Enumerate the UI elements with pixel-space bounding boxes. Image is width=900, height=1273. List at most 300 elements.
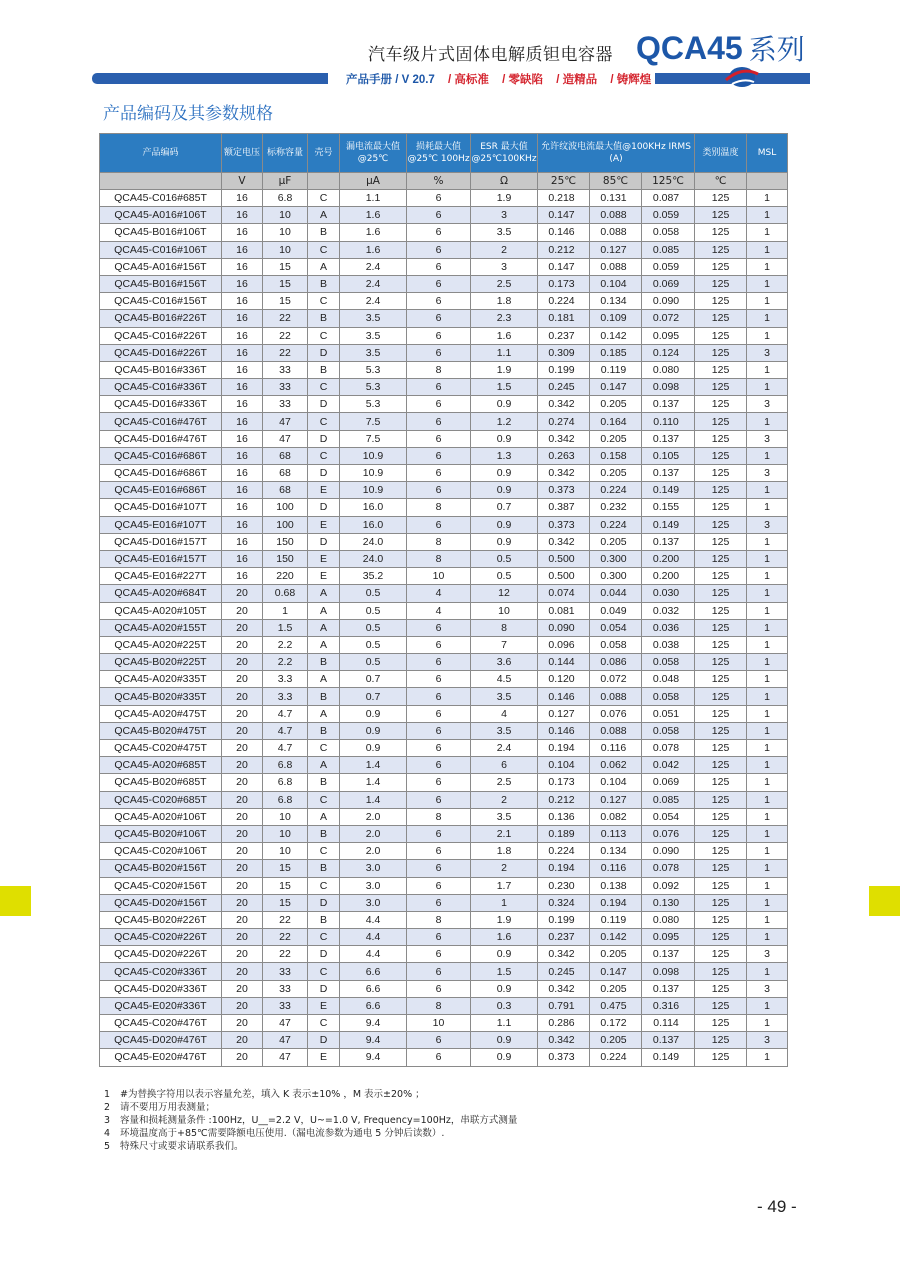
cell-temp: 125 <box>695 997 747 1014</box>
cell-temp: 125 <box>695 619 747 636</box>
cell-leakage: 4.4 <box>340 946 407 963</box>
cell-esr: 0.9 <box>471 396 538 413</box>
cell-ripple-85: 0.205 <box>590 946 642 963</box>
cell-msl: 1 <box>747 602 788 619</box>
cell-capacitance: 6.8 <box>263 757 308 774</box>
cell-code: QCA45-D020#226T <box>100 946 222 963</box>
cell-esr: 0.9 <box>471 980 538 997</box>
cell-voltage: 20 <box>222 602 263 619</box>
cell-df: 6 <box>407 774 471 791</box>
cell-case: B <box>308 825 340 842</box>
cell-df: 6 <box>407 413 471 430</box>
cell-leakage: 1.6 <box>340 207 407 224</box>
cell-ripple-25: 0.090 <box>538 619 590 636</box>
cell-temp: 125 <box>695 722 747 739</box>
manual-version: 产品手册 / V 20.7 <box>346 74 435 86</box>
cell-msl: 3 <box>747 430 788 447</box>
cell-ripple-125: 0.149 <box>642 1049 695 1066</box>
table-row <box>100 843 788 860</box>
table-row <box>100 533 788 550</box>
table-row <box>100 602 788 619</box>
cell-temp: 125 <box>695 293 747 310</box>
cell-msl: 1 <box>747 860 788 877</box>
cell-esr: 8 <box>471 619 538 636</box>
cell-df: 6 <box>407 310 471 327</box>
cell-code: QCA45-A020#685T <box>100 757 222 774</box>
cell-voltage: 20 <box>222 808 263 825</box>
cell-ripple-85: 0.104 <box>590 774 642 791</box>
cell-ripple-25: 0.342 <box>538 980 590 997</box>
cell-temp: 125 <box>695 361 747 378</box>
cell-capacitance: 10 <box>263 843 308 860</box>
cell-df: 6 <box>407 344 471 361</box>
cell-voltage: 20 <box>222 1049 263 1066</box>
cell-voltage: 20 <box>222 997 263 1014</box>
cell-df: 6 <box>407 705 471 722</box>
cell-df: 6 <box>407 190 471 207</box>
cell-ripple-25: 0.199 <box>538 361 590 378</box>
unit-voltage: V <box>222 173 263 190</box>
cell-ripple-25: 0.104 <box>538 757 590 774</box>
section-title: 产品编码及其参数规格 <box>103 104 273 124</box>
cell-esr: 3.5 <box>471 722 538 739</box>
cell-df: 6 <box>407 946 471 963</box>
cell-ripple-25: 0.146 <box>538 688 590 705</box>
cell-esr: 0.5 <box>471 550 538 567</box>
cell-ripple-25: 0.237 <box>538 327 590 344</box>
table-row <box>100 379 788 396</box>
cell-capacitance: 10 <box>263 224 308 241</box>
cell-capacitance: 47 <box>263 430 308 447</box>
cell-capacitance: 33 <box>263 396 308 413</box>
cell-leakage: 2.4 <box>340 293 407 310</box>
cell-ripple-85: 0.054 <box>590 619 642 636</box>
cell-capacitance: 2.2 <box>263 654 308 671</box>
cell-ripple-125: 0.032 <box>642 602 695 619</box>
cell-ripple-25: 0.342 <box>538 533 590 550</box>
footnotes <box>104 1088 517 1153</box>
cell-ripple-125: 0.090 <box>642 293 695 310</box>
cell-temp: 125 <box>695 499 747 516</box>
cell-ripple-85: 0.205 <box>590 396 642 413</box>
cell-capacitance: 15 <box>263 293 308 310</box>
cell-df: 6 <box>407 482 471 499</box>
cell-code: QCA45-C020#685T <box>100 791 222 808</box>
cell-ripple-25: 0.342 <box>538 430 590 447</box>
cell-ripple-125: 0.080 <box>642 911 695 928</box>
table-row <box>100 825 788 842</box>
cell-esr: 2.1 <box>471 825 538 842</box>
cell-case: C <box>308 447 340 464</box>
cell-ripple-25: 0.373 <box>538 482 590 499</box>
slogan-2: / 零缺陷 <box>502 74 544 86</box>
cell-capacitance: 10 <box>263 241 308 258</box>
cell-capacitance: 150 <box>263 533 308 550</box>
cell-temp: 125 <box>695 482 747 499</box>
cell-ripple-125: 0.092 <box>642 877 695 894</box>
cell-df: 6 <box>407 877 471 894</box>
cell-code: QCA45-C016#226T <box>100 327 222 344</box>
cell-msl: 1 <box>747 774 788 791</box>
note-3: 3 容量和损耗测量条件 :100Hz，U__=2.2 V，U~=1.0 V, Frequency=100Hz，串联方式测量 <box>104 1115 518 1126</box>
cell-code: QCA45-B016#156T <box>100 275 222 292</box>
cell-df: 6 <box>407 379 471 396</box>
cell-ripple-25: 0.791 <box>538 997 590 1014</box>
cell-code: QCA45-C016#686T <box>100 447 222 464</box>
cell-ripple-25: 0.147 <box>538 207 590 224</box>
cell-capacitance: 22 <box>263 946 308 963</box>
cell-ripple-125: 0.149 <box>642 482 695 499</box>
cell-ripple-25: 0.237 <box>538 929 590 946</box>
table-row <box>100 757 788 774</box>
cell-msl: 1 <box>747 894 788 911</box>
cell-msl: 1 <box>747 843 788 860</box>
cell-temp: 125 <box>695 825 747 842</box>
cell-df: 8 <box>407 808 471 825</box>
cell-ripple-125: 0.137 <box>642 980 695 997</box>
cell-msl: 1 <box>747 688 788 705</box>
cell-voltage: 16 <box>222 482 263 499</box>
cell-capacitance: 6.8 <box>263 190 308 207</box>
cell-voltage: 16 <box>222 293 263 310</box>
table-row <box>100 671 788 688</box>
cell-capacitance: 68 <box>263 465 308 482</box>
cell-ripple-25: 0.245 <box>538 963 590 980</box>
cell-capacitance: 4.7 <box>263 705 308 722</box>
cell-ripple-125: 0.200 <box>642 550 695 567</box>
cell-df: 6 <box>407 843 471 860</box>
note-5: 5 特殊尺寸或要求请联系我们。 <box>104 1141 244 1152</box>
cell-ripple-25: 0.081 <box>538 602 590 619</box>
cell-leakage: 5.3 <box>340 361 407 378</box>
cell-temp: 125 <box>695 757 747 774</box>
cell-temp: 125 <box>695 241 747 258</box>
cell-voltage: 20 <box>222 894 263 911</box>
cell-voltage: 16 <box>222 568 263 585</box>
cell-ripple-125: 0.072 <box>642 310 695 327</box>
cell-ripple-85: 0.086 <box>590 654 642 671</box>
cell-esr: 0.9 <box>471 1049 538 1066</box>
cell-df: 6 <box>407 671 471 688</box>
cell-code: QCA45-E016#107T <box>100 516 222 533</box>
cell-leakage: 9.4 <box>340 1032 407 1049</box>
cell-code: QCA45-B020#475T <box>100 722 222 739</box>
cell-case: E <box>308 516 340 533</box>
cell-case: B <box>308 275 340 292</box>
cell-msl: 1 <box>747 808 788 825</box>
unit-ripple-85: 85℃ <box>590 173 642 190</box>
cell-case: D <box>308 533 340 550</box>
cell-code: QCA45-B020#106T <box>100 825 222 842</box>
cell-msl: 1 <box>747 499 788 516</box>
cell-ripple-125: 0.051 <box>642 705 695 722</box>
cell-df: 6 <box>407 258 471 275</box>
table-row <box>100 860 788 877</box>
cell-code: QCA45-D016#476T <box>100 430 222 447</box>
cell-esr: 10 <box>471 602 538 619</box>
cell-code: QCA45-C020#106T <box>100 843 222 860</box>
cell-ripple-125: 0.058 <box>642 688 695 705</box>
cell-ripple-125: 0.155 <box>642 499 695 516</box>
cell-ripple-85: 0.300 <box>590 568 642 585</box>
cell-esr: 1.3 <box>471 447 538 464</box>
cell-case: B <box>308 774 340 791</box>
note-1: 1 #为替换字符用以表示容量允差，填入 K 表示±10% ，M 表示±20% ； <box>104 1089 425 1100</box>
cell-ripple-25: 0.387 <box>538 499 590 516</box>
cell-df: 6 <box>407 636 471 653</box>
cell-code: QCA45-B016#226T <box>100 310 222 327</box>
cell-ripple-25: 0.324 <box>538 894 590 911</box>
cell-code: QCA45-A020#475T <box>100 705 222 722</box>
cell-case: D <box>308 465 340 482</box>
cell-code: QCA45-E020#336T <box>100 997 222 1014</box>
cell-code: QCA45-B020#335T <box>100 688 222 705</box>
cell-voltage: 20 <box>222 791 263 808</box>
cell-case: B <box>308 722 340 739</box>
cell-capacitance: 33 <box>263 361 308 378</box>
cell-case: C <box>308 877 340 894</box>
cell-temp: 125 <box>695 946 747 963</box>
cell-ripple-85: 0.104 <box>590 275 642 292</box>
cell-ripple-85: 0.127 <box>590 241 642 258</box>
cell-leakage: 1.4 <box>340 757 407 774</box>
cell-df: 6 <box>407 1032 471 1049</box>
cell-ripple-85: 0.044 <box>590 585 642 602</box>
cell-ripple-25: 0.127 <box>538 705 590 722</box>
cell-temp: 125 <box>695 516 747 533</box>
cell-code: QCA45-D016#686T <box>100 465 222 482</box>
cell-msl: 1 <box>747 568 788 585</box>
cell-ripple-25: 0.342 <box>538 1032 590 1049</box>
slogan-1: / 高标准 <box>448 74 489 86</box>
cell-code: QCA45-C020#475T <box>100 740 222 757</box>
cell-leakage: 24.0 <box>340 550 407 567</box>
cell-esr: 0.9 <box>471 1032 538 1049</box>
cell-temp: 125 <box>695 671 747 688</box>
cell-voltage: 16 <box>222 224 263 241</box>
cell-temp: 125 <box>695 774 747 791</box>
cell-temp: 125 <box>695 963 747 980</box>
cell-esr: 1.1 <box>471 344 538 361</box>
cell-voltage: 20 <box>222 585 263 602</box>
cell-esr: 1.9 <box>471 911 538 928</box>
cell-ripple-85: 0.232 <box>590 499 642 516</box>
cell-leakage: 0.5 <box>340 619 407 636</box>
cell-msl: 1 <box>747 877 788 894</box>
cell-msl: 3 <box>747 344 788 361</box>
table-row <box>100 722 788 739</box>
cell-temp: 125 <box>695 791 747 808</box>
cell-esr: 3 <box>471 207 538 224</box>
cell-temp: 125 <box>695 1049 747 1066</box>
cell-case: C <box>308 740 340 757</box>
cell-temp: 125 <box>695 860 747 877</box>
cell-ripple-85: 0.116 <box>590 740 642 757</box>
cell-msl: 3 <box>747 396 788 413</box>
cell-voltage: 16 <box>222 361 263 378</box>
cell-ripple-85: 0.205 <box>590 465 642 482</box>
table-units-row <box>100 173 788 190</box>
cell-case: C <box>308 929 340 946</box>
cell-voltage: 16 <box>222 207 263 224</box>
cell-df: 6 <box>407 430 471 447</box>
cell-ripple-85: 0.127 <box>590 791 642 808</box>
cell-ripple-85: 0.072 <box>590 671 642 688</box>
cell-esr: 1.6 <box>471 327 538 344</box>
cell-leakage: 1.4 <box>340 774 407 791</box>
cell-ripple-125: 0.137 <box>642 946 695 963</box>
cell-temp: 125 <box>695 654 747 671</box>
cell-leakage: 9.4 <box>340 1015 407 1032</box>
unit-leakage: μA <box>340 173 407 190</box>
cell-ripple-25: 0.373 <box>538 516 590 533</box>
cell-ripple-25: 0.194 <box>538 740 590 757</box>
cell-case: A <box>308 636 340 653</box>
cell-esr: 3.5 <box>471 688 538 705</box>
cell-temp: 125 <box>695 1032 747 1049</box>
cell-voltage: 20 <box>222 757 263 774</box>
cell-leakage: 3.0 <box>340 894 407 911</box>
cell-voltage: 16 <box>222 241 263 258</box>
cell-temp: 125 <box>695 1015 747 1032</box>
cell-voltage: 20 <box>222 1032 263 1049</box>
cell-case: D <box>308 946 340 963</box>
table-row <box>100 447 788 464</box>
cell-ripple-85: 0.475 <box>590 997 642 1014</box>
header-msl: MSL <box>747 134 788 173</box>
cell-case: C <box>308 327 340 344</box>
cell-code: QCA45-B016#106T <box>100 224 222 241</box>
cell-case: A <box>308 619 340 636</box>
cell-esr: 2.5 <box>471 275 538 292</box>
cell-case: C <box>308 963 340 980</box>
table-row <box>100 275 788 292</box>
unit-temp: ℃ <box>695 173 747 190</box>
header-case: 壳号 <box>308 134 340 173</box>
cell-ripple-85: 0.164 <box>590 413 642 430</box>
cell-esr: 0.9 <box>471 516 538 533</box>
cell-msl: 1 <box>747 258 788 275</box>
cell-ripple-125: 0.085 <box>642 241 695 258</box>
note-4: 4 环境温度高于+85℃需要降额电压使用.（漏电流参数为通电 5 分钟后读数）. <box>104 1128 445 1139</box>
cell-voltage: 20 <box>222 877 263 894</box>
cell-case: D <box>308 1032 340 1049</box>
cell-temp: 125 <box>695 568 747 585</box>
cell-voltage: 20 <box>222 946 263 963</box>
cell-leakage: 3.0 <box>340 860 407 877</box>
cell-esr: 6 <box>471 757 538 774</box>
header-esr: ESR 最大值@25℃100KHz <box>471 134 538 173</box>
cell-ripple-85: 0.194 <box>590 894 642 911</box>
header-rated-voltage: 额定电压 <box>222 134 263 173</box>
cell-voltage: 16 <box>222 499 263 516</box>
cell-ripple-125: 0.137 <box>642 533 695 550</box>
cell-leakage: 0.9 <box>340 722 407 739</box>
cell-case: B <box>308 860 340 877</box>
cell-temp: 125 <box>695 808 747 825</box>
cell-capacitance: 1.5 <box>263 619 308 636</box>
cell-capacitance: 33 <box>263 963 308 980</box>
cell-code: QCA45-A020#684T <box>100 585 222 602</box>
cell-case: A <box>308 602 340 619</box>
cell-msl: 3 <box>747 980 788 997</box>
cell-leakage: 4.4 <box>340 911 407 928</box>
cell-case: A <box>308 258 340 275</box>
cell-msl: 1 <box>747 310 788 327</box>
table-row <box>100 1049 788 1066</box>
cell-df: 6 <box>407 619 471 636</box>
cell-df: 6 <box>407 894 471 911</box>
cell-leakage: 3.5 <box>340 344 407 361</box>
cell-df: 8 <box>407 361 471 378</box>
cell-msl: 1 <box>747 997 788 1014</box>
cell-ripple-85: 0.205 <box>590 533 642 550</box>
cell-ripple-125: 0.038 <box>642 636 695 653</box>
cell-esr: 0.9 <box>471 482 538 499</box>
cell-ripple-25: 0.309 <box>538 344 590 361</box>
unit-capacitance: μF <box>263 173 308 190</box>
cell-esr: 2 <box>471 791 538 808</box>
cell-capacitance: 47 <box>263 1015 308 1032</box>
cell-code: QCA45-E016#227T <box>100 568 222 585</box>
cell-ripple-25: 0.212 <box>538 791 590 808</box>
side-tab-right <box>869 886 900 916</box>
cell-ripple-125: 0.114 <box>642 1015 695 1032</box>
cell-leakage: 0.5 <box>340 602 407 619</box>
cell-msl: 1 <box>747 654 788 671</box>
cell-voltage: 20 <box>222 636 263 653</box>
cell-case: C <box>308 843 340 860</box>
unit-esr: Ω <box>471 173 538 190</box>
table-row <box>100 636 788 653</box>
cell-case: C <box>308 379 340 396</box>
cell-temp: 125 <box>695 533 747 550</box>
cell-code: QCA45-A016#106T <box>100 207 222 224</box>
cell-df: 6 <box>407 740 471 757</box>
cell-capacitance: 15 <box>263 894 308 911</box>
cell-ripple-85: 0.088 <box>590 258 642 275</box>
cell-ripple-25: 0.342 <box>538 465 590 482</box>
cell-capacitance: 15 <box>263 877 308 894</box>
cell-case: E <box>308 482 340 499</box>
cell-df: 6 <box>407 241 471 258</box>
cell-ripple-125: 0.076 <box>642 825 695 842</box>
cell-case: E <box>308 997 340 1014</box>
cell-leakage: 10.9 <box>340 482 407 499</box>
unit-ripple-25: 25℃ <box>538 173 590 190</box>
cell-voltage: 16 <box>222 533 263 550</box>
cell-df: 6 <box>407 1049 471 1066</box>
cell-ripple-25: 0.194 <box>538 860 590 877</box>
cell-esr: 0.3 <box>471 997 538 1014</box>
cell-ripple-85: 0.134 <box>590 293 642 310</box>
cell-leakage: 16.0 <box>340 516 407 533</box>
cell-msl: 1 <box>747 722 788 739</box>
cell-leakage: 0.5 <box>340 585 407 602</box>
cell-code: QCA45-B016#336T <box>100 361 222 378</box>
cell-code: QCA45-A020#155T <box>100 619 222 636</box>
slogan-4: / 铸辉煌 <box>610 74 652 86</box>
brand-suffix: 系列 <box>748 34 805 65</box>
cell-capacitance: 2.2 <box>263 636 308 653</box>
cell-leakage: 3.5 <box>340 310 407 327</box>
table-row <box>100 241 788 258</box>
cell-msl: 1 <box>747 327 788 344</box>
cell-leakage: 4.4 <box>340 929 407 946</box>
series-brand <box>636 28 805 68</box>
cell-temp: 125 <box>695 327 747 344</box>
table-row <box>100 774 788 791</box>
